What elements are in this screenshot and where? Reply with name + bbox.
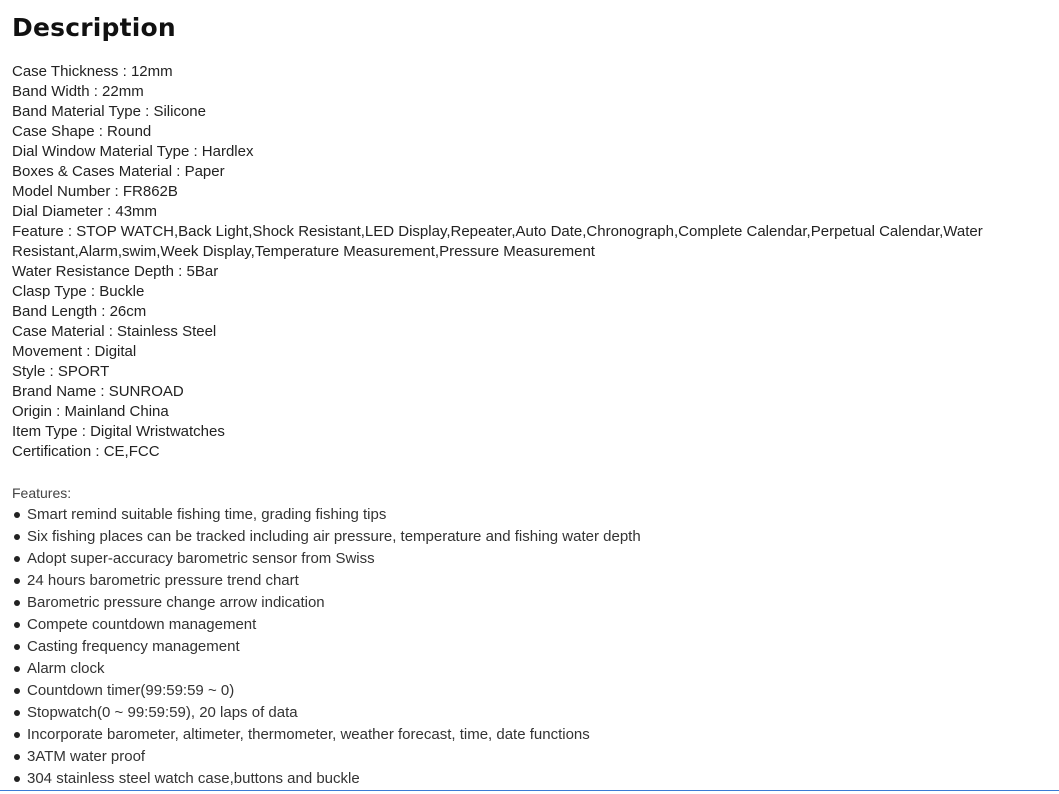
feature-text: Stopwatch(0 ~ 99:59:59), 20 laps of data xyxy=(27,704,298,721)
spec-row: Item Type : Digital Wristwatches xyxy=(12,423,225,440)
feature-item xyxy=(12,570,1052,592)
feature-item xyxy=(12,702,1052,724)
feature-item xyxy=(12,636,1052,658)
feature-text: Adopt super-accuracy barometric sensor from Swiss xyxy=(27,550,375,567)
bullet-icon xyxy=(14,600,20,606)
spec-row: Dial Window Material Type : Hardlex xyxy=(12,143,254,160)
spec-row: Certification : CE,FCC xyxy=(12,443,160,460)
spec-row: Case Thickness : 12mm xyxy=(12,63,173,80)
bullet-icon xyxy=(14,710,20,716)
feature-item xyxy=(12,614,1052,636)
spec-row: Band Width : 22mm xyxy=(12,83,144,100)
feature-text: Six fishing places can be tracked including air pressure, temperature and fishing water depth xyxy=(27,528,641,545)
feature-item xyxy=(12,680,1052,702)
bottom-divider xyxy=(0,790,1059,791)
feature-text: 3ATM water proof xyxy=(27,748,146,765)
bullet-icon xyxy=(14,622,20,628)
spec-row: Dial Diameter : 43mm xyxy=(12,203,158,220)
feature-text: Smart remind suitable fishing time, grading fishing tips xyxy=(27,506,387,523)
specification-list xyxy=(12,62,1052,462)
bullet-icon xyxy=(14,732,20,738)
feature-text: Countdown timer(99:59:59 ~ 0) xyxy=(27,682,235,699)
feature-text: 304 stainless steel watch case,buttons and buckle xyxy=(27,770,360,787)
feature-item xyxy=(12,746,1052,768)
feature-text: Barometric pressure change arrow indication xyxy=(27,594,325,611)
spec-row: Boxes & Cases Material : Paper xyxy=(12,163,225,180)
feature-text: Incorporate barometer, altimeter, thermometer, weather forecast, time, date functions xyxy=(27,726,590,743)
spec-row: Origin : Mainland China xyxy=(12,403,169,420)
bullet-icon xyxy=(14,556,20,562)
spec-row: Band Length : 26cm xyxy=(12,303,147,320)
bullet-icon xyxy=(14,578,20,584)
feature-item xyxy=(12,504,1052,526)
feature-item xyxy=(12,658,1052,680)
spec-row: Band Material Type : Silicone xyxy=(12,103,206,120)
bullet-icon xyxy=(14,534,20,540)
spec-row: Movement : Digital xyxy=(12,343,137,360)
bullet-icon xyxy=(14,666,20,672)
spec-row: Case Material : Stainless Steel xyxy=(12,323,217,340)
feature-text: 24 hours barometric pressure trend chart xyxy=(27,572,299,589)
spec-row: Style : SPORT xyxy=(12,363,110,380)
feature-text: Alarm clock xyxy=(27,660,105,677)
features-section xyxy=(12,482,1052,790)
features-title: Features: xyxy=(12,485,72,501)
spec-row: Brand Name : SUNROAD xyxy=(12,383,184,400)
feature-text: Casting frequency management xyxy=(27,638,240,655)
feature-text: Compete countdown management xyxy=(27,616,257,633)
feature-item xyxy=(12,768,1052,790)
bullet-icon xyxy=(14,688,20,694)
bullet-icon xyxy=(14,776,20,782)
bullet-icon xyxy=(14,754,20,760)
spec-row: Water Resistance Depth : 5Bar xyxy=(12,263,219,280)
feature-item xyxy=(12,724,1052,746)
spec-row: Model Number : FR862B xyxy=(12,183,178,200)
spec-row: Case Shape : Round xyxy=(12,123,152,140)
feature-item xyxy=(12,548,1052,570)
bullet-icon xyxy=(14,644,20,650)
spec-row: Clasp Type : Buckle xyxy=(12,283,145,300)
spec-row: Feature : STOP WATCH,Back Light,Shock Resistant,LED Display,Repeater,Auto Date,Chronograph,Complete Calendar,Perpetual Calendar,Water Resistant,Alarm,swim,Week Display,Temperature Measurement,Pressure Measurement xyxy=(12,223,983,260)
feature-item xyxy=(12,526,1052,548)
feature-item xyxy=(12,592,1052,614)
bullet-icon xyxy=(14,512,20,518)
page-title: Description xyxy=(12,13,176,42)
